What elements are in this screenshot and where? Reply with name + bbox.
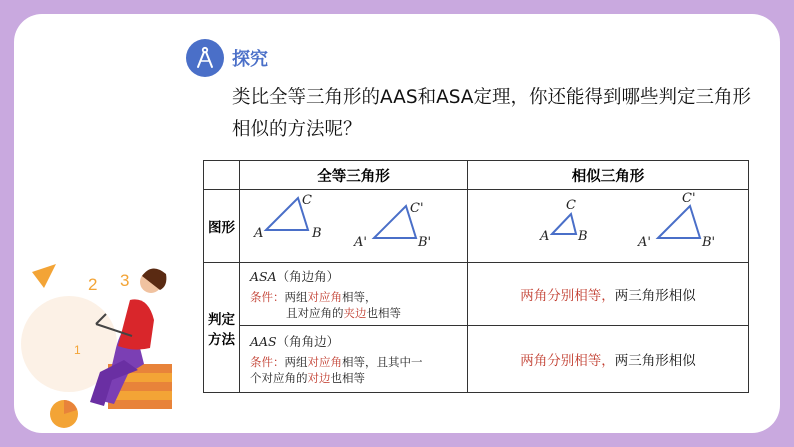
row-label-method: 判定方法 [204,263,240,393]
table-corner-cell [204,161,240,190]
label-a-prime-large: A' [638,235,651,250]
label-c: C [302,193,312,208]
section-tag [186,38,268,78]
label-a-small: A [540,229,550,244]
decor-number-1: 1 [74,343,81,357]
method-title-aas: AAS（角角边） [250,334,340,349]
header-similar: 相似三角形 [468,161,749,190]
label-b-small: B [578,229,588,244]
decor-number-3: 3 [120,271,130,290]
label-b: B [312,226,322,241]
student-illustration [14,224,184,433]
label-c-prime: C' [410,201,424,216]
question-text: 类比全等三角形的AAS和ASA定理，你还能得到哪些判定三角形相似的方法呢？ [232,87,751,140]
triangle-abc-prime-large [658,206,700,238]
label-c-small: C [566,198,576,213]
congruent-figure-cell [240,190,468,263]
row-label-figure: 图形 [204,190,240,263]
compass-icon [186,39,224,77]
method-title-asa: ASA（角边角） [250,269,340,284]
congruent-method-asa [240,263,468,326]
label-a: A [254,226,264,241]
section-tag-label: 探究 [232,49,268,70]
triangle-flag-icon [32,264,56,288]
slide [14,14,780,433]
decor-number-2: 2 [88,275,98,294]
similar-method-1: 两角分别相等，两三角形相似 [468,263,749,326]
method-condition-aas: 条件：两组对应角相等，且其中一 个对应角的对边也相等 [250,355,423,385]
similar-figure-cell [468,190,749,263]
similar-method-2: 两角分别相等，两三角形相似 [468,326,749,393]
header-congruent: 全等三角形 [240,161,468,190]
triangle-abc-small [552,214,576,234]
label-a-prime: A' [354,235,367,250]
label-b-prime-large: B' [702,235,716,250]
comparison-table [203,160,749,393]
congruent-method-aas [240,326,468,393]
label-b-prime: B' [418,235,432,250]
label-c-prime-large: C' [682,191,696,206]
method-condition-asa: 条件：两组对应角相等， 且对应角的夹边也相等 [250,290,401,320]
